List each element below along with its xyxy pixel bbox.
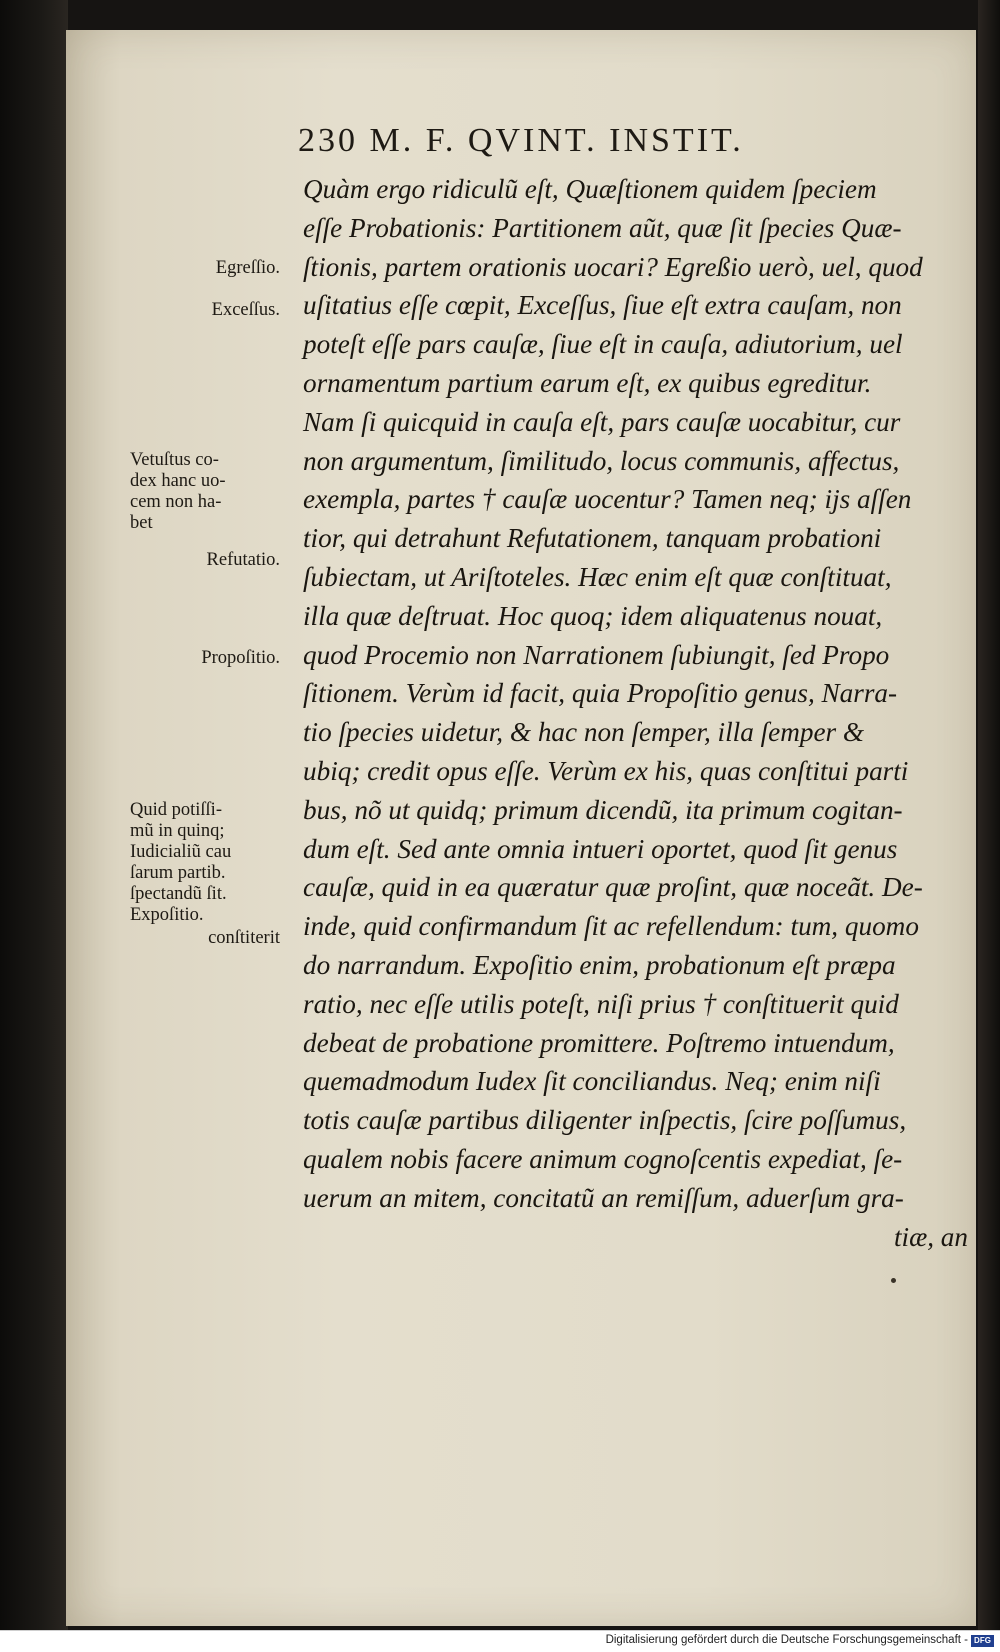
text-line: Quàm ergo ridiculũ eſt, Quæſtionem quidem ſpeciem <box>303 174 877 204</box>
text-line: uſitatius eſſe cœpit, Exceſſus, ſiue eſt extra cauſam, non <box>303 290 902 321</box>
text-line: qualem nobis facere animum cognoſcentis expediat, ſe- <box>303 1143 903 1174</box>
text-line: eſſe Probationis: Partitionem aũt, quæ ſit ſpecies Quæ- <box>303 212 902 243</box>
text-line: tio ſpecies uidetur, & hac non ſemper, illa ſemper & <box>303 717 865 748</box>
text-line: quod Procemio non Narrationem ſubiungit, ſed Propo <box>303 639 890 670</box>
text-line: ſtionis, partem orationis uocari? Egreßio uerò, uel, quod <box>303 251 923 282</box>
text-line: inde, quid confirmandum ſit ac refellendum: tum, quomo <box>303 911 919 942</box>
margin-note-vetustus <box>130 450 280 534</box>
text-line: ratio, nec eſſe utilis poteſt, niſi prius † conſtituerit quid <box>303 988 899 1019</box>
margin-note-line: Vetuſtus co- <box>130 450 219 470</box>
text-line: Nam ſi quicquid in cauſa eſt, pars cauſæ uocabitur, cur <box>303 406 901 437</box>
text-line: poteſt eſſe pars cauſæ, ſiue eſt in cauſa, adiutorium, uel <box>303 329 903 360</box>
margin-note-constiterit: conſtiterit <box>208 928 280 948</box>
running-head: 230 M. F. QVINT. INSTIT. <box>298 122 744 159</box>
text-line: ſubiectam, ut Ariſtoteles. Hæc enim eſt quæ conſtituat, <box>303 561 892 592</box>
text-line: tior, qui detrahunt Refutationem, tanquam probationi <box>303 523 882 554</box>
book-edge <box>978 0 1000 1651</box>
text-line: non argumentum, ſimilitudo, locus communis, affectus, <box>303 445 900 476</box>
text-line: ornamentum partium earum eſt, ex quibus egreditur. <box>303 367 872 398</box>
margin-note-excessus: Exceſſus. <box>211 300 280 320</box>
margin-note-line: Quid potiſſi- <box>130 800 222 820</box>
dfg-logo-icon: DFG <box>971 1635 994 1647</box>
margin-note-refutatio: Refutatio. <box>206 550 280 570</box>
text-line: debeat de probatione promittere. Poſtremo intuendum, <box>303 1027 895 1058</box>
text-line: exempla, partes † cauſæ uocentur? Tamen neq; ijs aſſen <box>303 484 912 515</box>
book-page <box>66 30 976 1626</box>
text-line: dum eſt. Sed ante omnia intueri oportet, quod ſit genus <box>303 833 898 864</box>
text-line: do narrandum. Expoſitio enim, probationum eſt præpa <box>303 949 896 980</box>
funding-credit: Digitalisierung gefördert durch die Deutsche Forschungsgemeinschaft - <box>605 1634 968 1646</box>
digitization-footer <box>0 1630 1000 1652</box>
margin-note-line: cem non ha- <box>130 492 222 512</box>
text-line: uerum an mitem, concitatũ an remiſſum, aduerſum gra- <box>303 1182 904 1213</box>
margin-note-line: bet <box>130 513 153 533</box>
margin-note-line: dex hanc uo- <box>130 471 226 491</box>
ink-spot <box>891 1278 896 1283</box>
catchword-line: tiæ, an <box>893 1221 968 1252</box>
text-line: ubiq; credit opus eſſe. Verùm ex his, quas conſtitui parti <box>303 755 909 786</box>
text-line: bus, nõ ut quidq; primum dicendũ, ita primum cogitan- <box>303 794 903 825</box>
margin-note-quid <box>130 800 280 905</box>
margin-note-line: ſarum partib. <box>130 863 226 883</box>
body-text <box>303 170 968 1256</box>
margin-note-egressio: Egreſſio. <box>215 258 280 278</box>
margin-note-line: mũ in quinq; <box>130 821 225 841</box>
margin-note-line: ſpectandũ ſit. <box>130 884 227 904</box>
text-line: ſitionem. Verùm id facit, quia Propoſitio genus, Narra- <box>303 678 898 709</box>
margin-note-line: Iudicialiũ cau <box>130 842 232 862</box>
text-line: totis cauſæ partibus diligenter inſpectis, ſcire poſſumus, <box>303 1105 907 1136</box>
margin-note-propositio: Propoſitio. <box>201 648 280 668</box>
text-line: illa quæ deſtruat. Hoc quoq; idem aliquatenus nouat, <box>303 600 883 631</box>
book-spine <box>0 0 68 1651</box>
text-line: quemadmodum Iudex ſit conciliandus. Neq; enim niſi <box>303 1066 881 1097</box>
text-line: cauſæ, quid in ea quæratur quæ proſint, quæ noceãt. De- <box>303 872 923 903</box>
margin-note-expositio: Expoſitio. <box>130 905 204 925</box>
